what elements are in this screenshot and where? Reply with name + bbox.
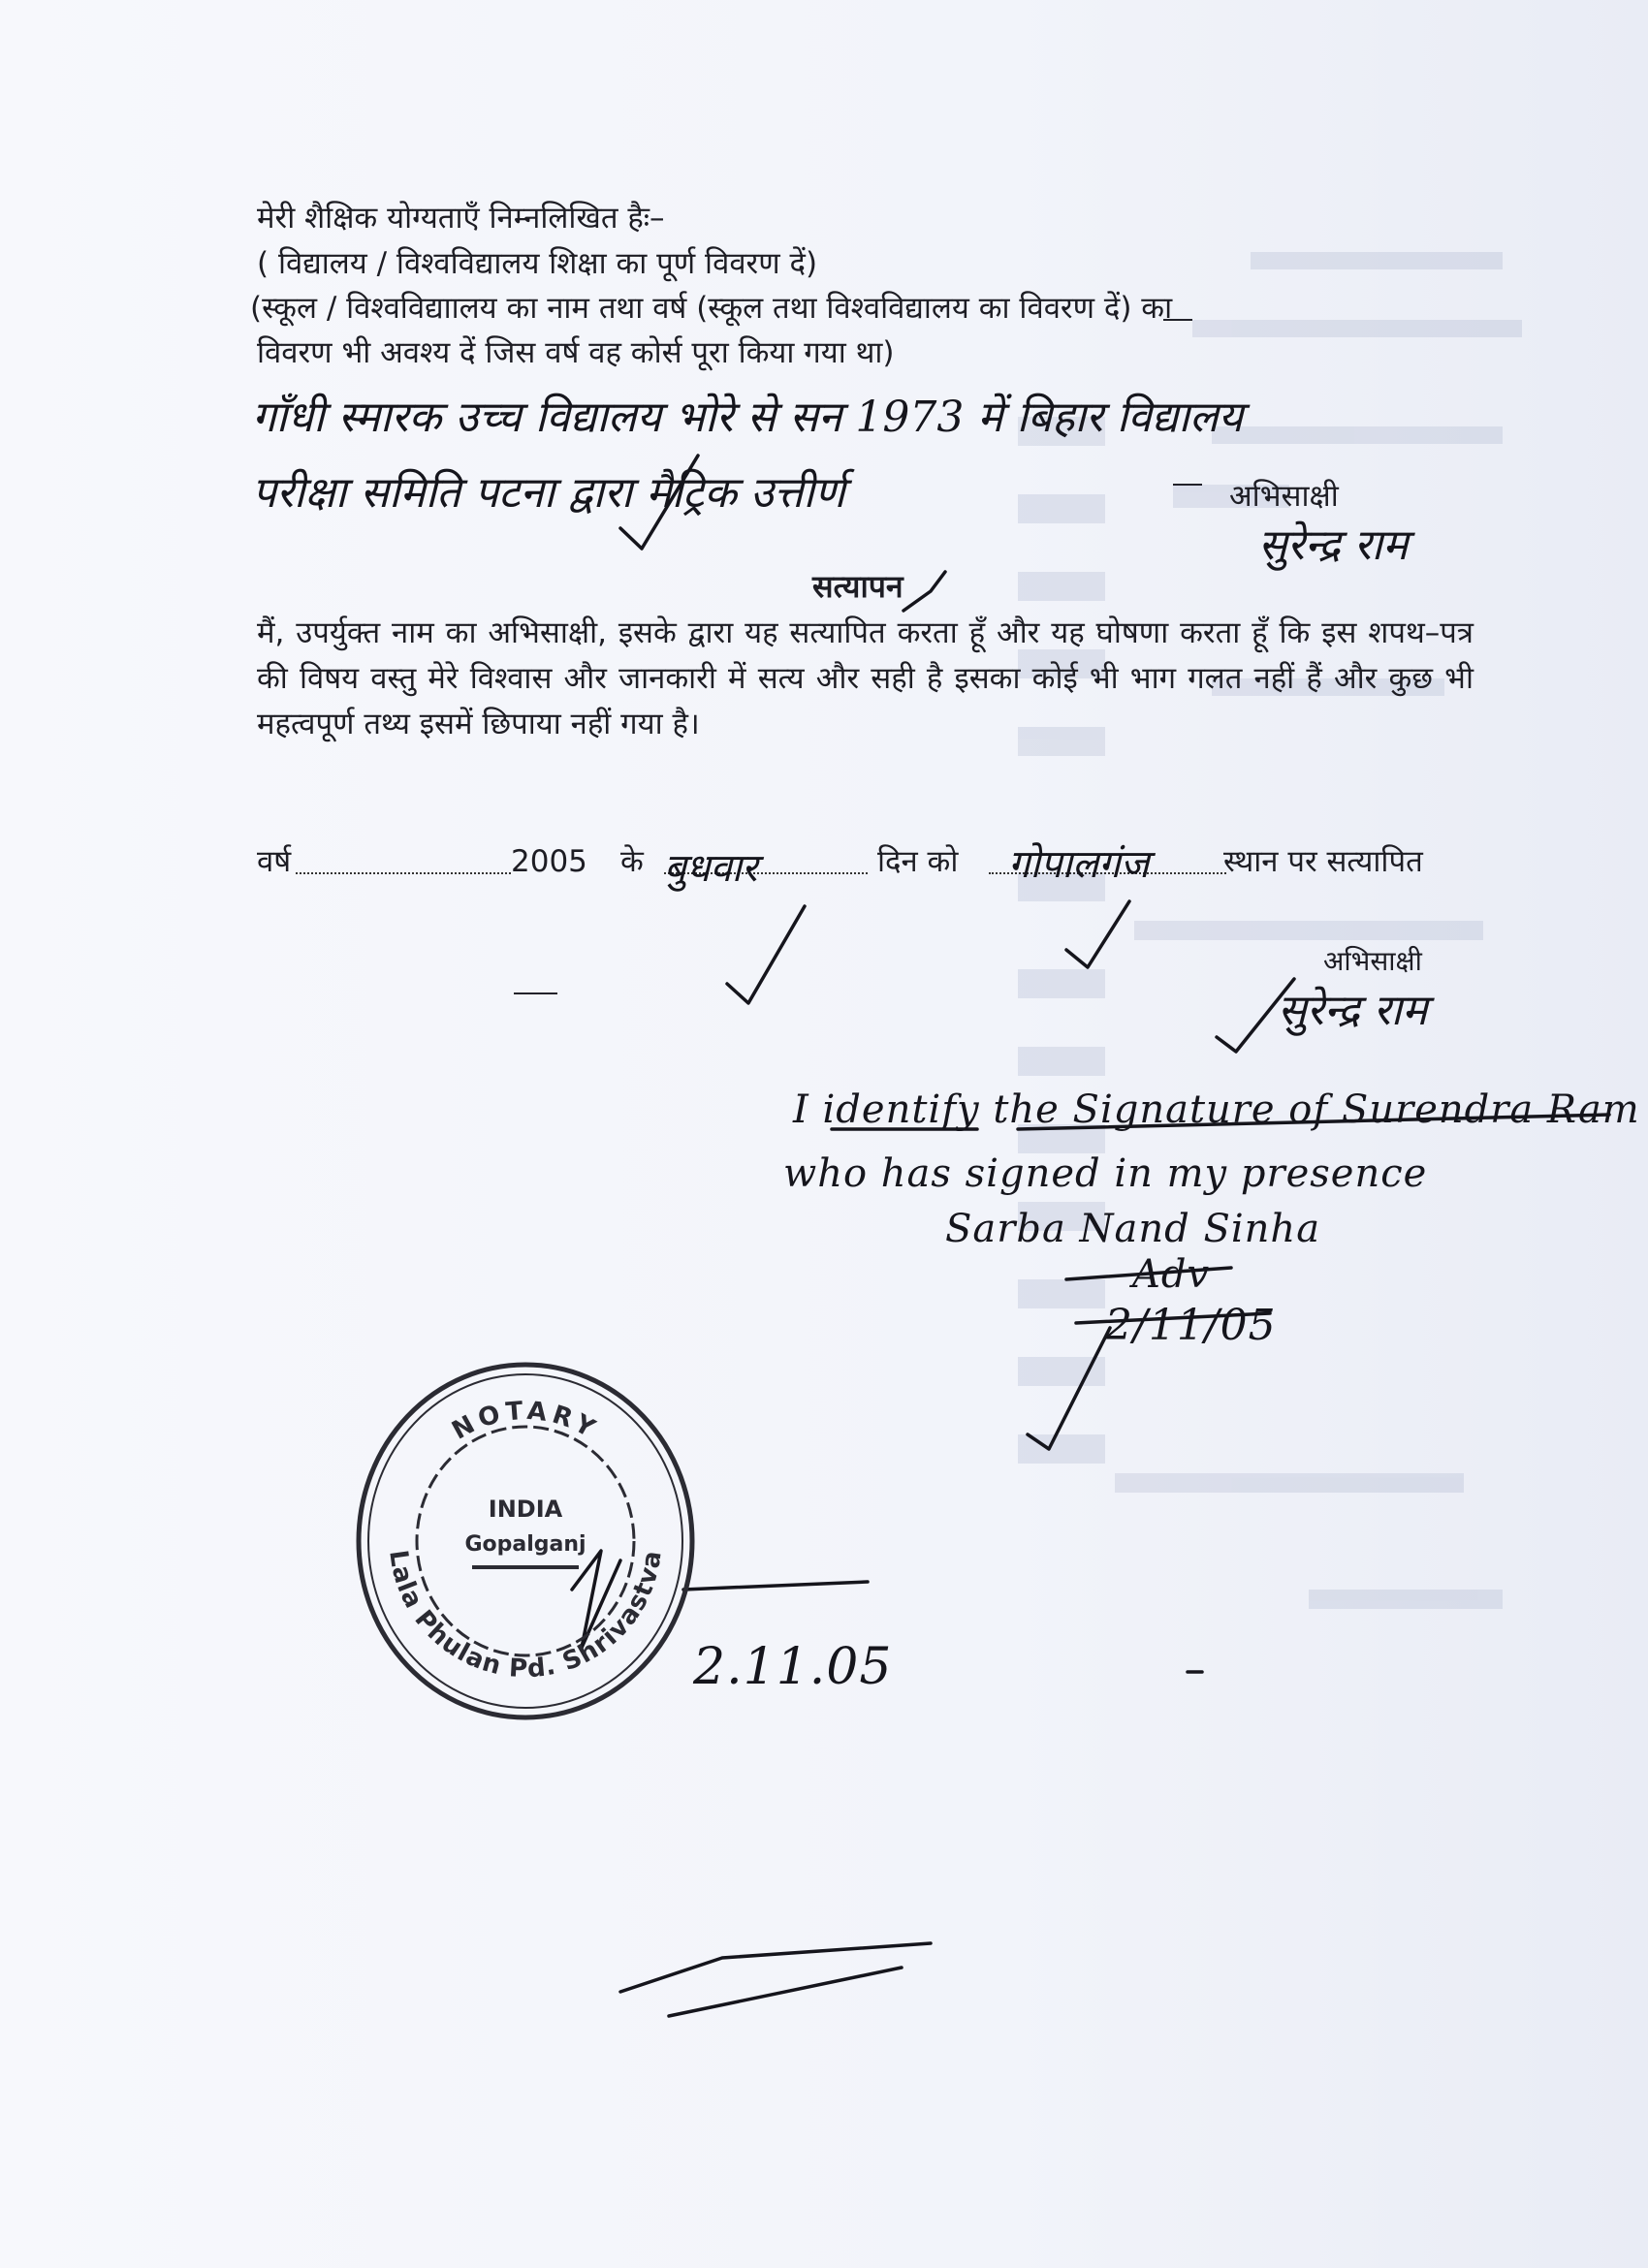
day-handwritten: बुधवार: [664, 846, 758, 891]
notary-sign-line: [683, 1582, 868, 1590]
handwritten-school-line-2: परीक्षा समिति पटना द्वारा मैट्रिक उत्तीर्ण: [252, 468, 845, 518]
handwritten-school-line-1: गाँधी स्मारक उच्च विद्यालय भोरे से सन 1973 में बिहार विद्यालय: [252, 393, 1244, 442]
din-ko-label: दिन को: [877, 844, 959, 879]
check-mark-qualification: [620, 456, 698, 549]
check-mark-place: [1066, 901, 1129, 967]
check-mark-advocate: [1028, 1328, 1110, 1449]
seal-top-text: NOTARY: [447, 1396, 604, 1446]
deponent-signature-bottom: सुरेन्द्र राम: [1278, 986, 1428, 1035]
verification-paragraph: मैं, उपर्युक्त नाम का अभिसाक्षी, इसके द्वारा यह सत्यापित करता हूँ और यह घोषणा करता हूँ कि इस शपथ–पत्र की विषय वस्तु मेरे विश्वास और जानकारी में सत्य और सही है इसका कोई भी भाग गलत नहीं हैं और कुछ भी महत्वपूर्ण तथ्य इसमें छिपाया नहीं गया है।: [257, 615, 1474, 741]
sthan-label: स्थान पर सत्यापित: [1223, 844, 1423, 879]
adv-underline: [1066, 1268, 1231, 1279]
check-mark-deponent: [1217, 979, 1294, 1052]
place-handwritten: गोपालगंज: [1008, 842, 1150, 887]
identification-line-1: I identify the Signature of Surendra Ram: [793, 1087, 1640, 1132]
notary-seal: [346, 1357, 705, 1725]
seal-place-text: Gopalganj: [464, 1532, 586, 1557]
qualifications-line-3: विवरण भी अवश्य दें जिस वर्ष वह कोर्स पूरा किया गया था): [257, 335, 895, 370]
notary-date-handwritten: 2.11.05: [693, 1638, 893, 1696]
year-label: वर्ष: [257, 844, 292, 879]
seal-ring-text: Lala Phulan Pd. Shrivastva: [383, 1548, 668, 1685]
qualifications-line-2: (स्कूल / विश्वविद्याालय का नाम तथा वर्ष (स्कूल तथा विश्वविद्यालय का विवरण दें) का: [250, 291, 1173, 326]
advocate-date: 2/11/05: [1105, 1301, 1277, 1350]
qualifications-line-1: ( विद्यालय / विश्वविद्यालय शिक्षा का पूर्ण विवरण दें): [257, 246, 818, 281]
identification-line-2: who has signed in my presence: [783, 1151, 1428, 1196]
year-value: 2005: [511, 844, 587, 879]
verification-title: सत्यापन: [812, 568, 903, 605]
date-underline: [1076, 1313, 1270, 1323]
stroke-verification: [903, 572, 945, 611]
deponent-label-bottom: अभिसाक्षी: [1323, 945, 1422, 977]
qualifications-heading: मेरी शैक्षिक योग्यताएँ निम्नलिखित हैः–: [257, 201, 665, 236]
ke-label: के: [620, 844, 644, 879]
bottom-signature-flourish: [620, 1943, 931, 2016]
check-mark-day: [727, 906, 805, 1003]
deponent-label-top: अभिसाक्षी: [1229, 479, 1339, 514]
advocate-title: Adv: [1132, 1252, 1211, 1297]
deponent-signature-top: सुरेन्द्र राम: [1258, 520, 1409, 570]
seal-center-text: INDIA: [488, 1496, 563, 1523]
advocate-name: Sarba Nand Sinha: [945, 1207, 1321, 1251]
svg-text:NOTARY: [447, 1397, 603, 1446]
identification-underline: [832, 1115, 1609, 1129]
